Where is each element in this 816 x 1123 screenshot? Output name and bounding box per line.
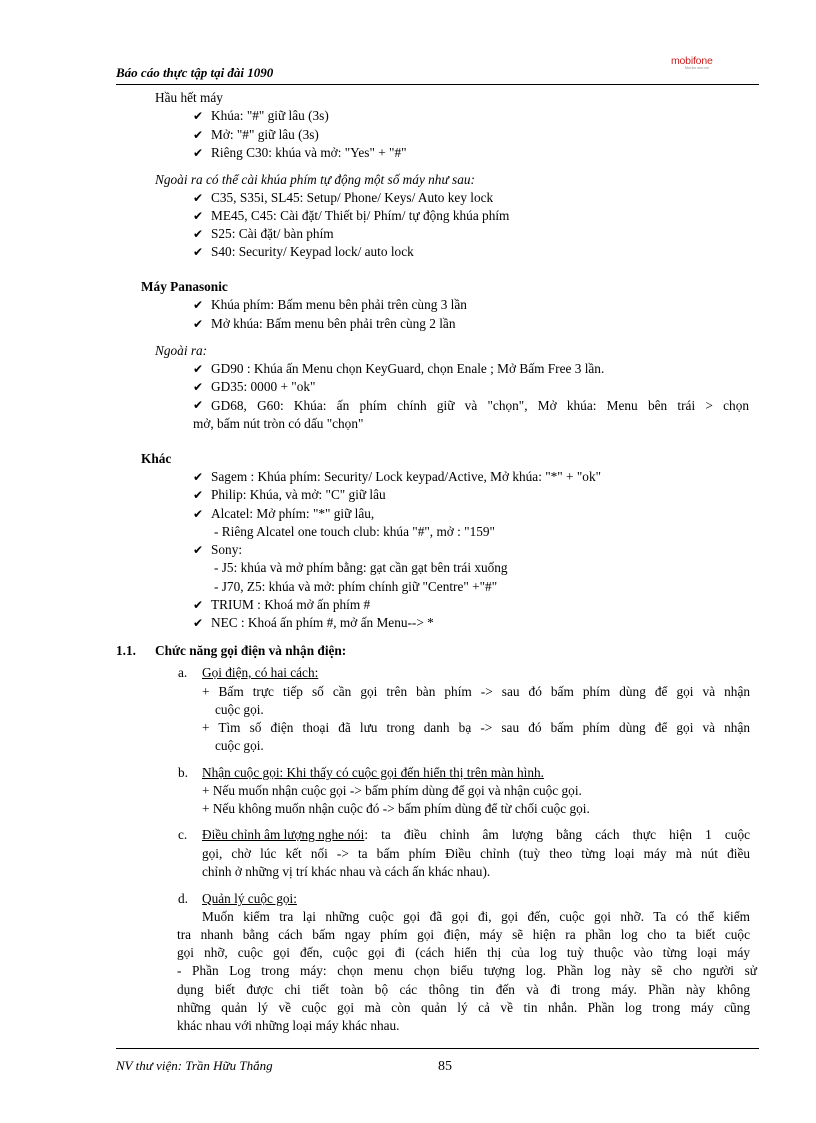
item-heading-line [202,765,544,781]
checklist-text: Alcatel: Mở phím: "*" giữ lâu, [211,506,375,521]
checklist-item [193,487,386,503]
checkmark-icon: ✔ [193,109,204,123]
item-heading: Gọi điện, có hai cách: [202,665,319,680]
item-heading: Nhận cuộc gọi: Khi thấy có cuộc gọi đến hiển thị trên màn hình. [202,765,544,780]
paragraph-line: cuộc gọi. [215,738,264,753]
text-line: Hầu hết máy [155,90,223,105]
checklist-item [193,398,749,414]
header-title: Báo cáo thực tập tại đài 1090 [116,65,274,80]
checklist-text: Sagem : Khúa phím: Security/ Lock keypad/Active, Mở khúa: "*" + "ok" [211,469,602,484]
text-line: - J70, Z5: khúa và mở: phím chính giữ "Centre" +"#" [214,579,498,594]
text-line: Ngoài ra có thể cài khúa phím tự động một số máy như sau: [155,172,475,187]
checklist-text: GD35: 0000 + "ok" [211,379,316,394]
checklist-text: Khúa phím: Bấm menu bên phải trên cùng 3 lần [211,297,467,312]
checkmark-icon: ✔ [193,362,204,376]
checklist-text: Sony: [211,542,243,557]
checklist-item [193,297,467,313]
text-line: Máy Panasonic [141,279,228,294]
checklist-item [193,226,334,242]
checklist-item [193,361,604,377]
checklist-item [193,190,493,206]
checklist-text: S25: Cài đặt/ bàn phím [211,226,334,241]
checkmark-icon: ✔ [193,616,204,630]
checklist-item [193,316,455,332]
checkmark-icon: ✔ [193,317,204,331]
checkmark-icon: ✔ [193,598,204,612]
logo-text: mobifone [671,55,713,67]
checklist-text: Riêng C30: khúa và mở: "Yes" + "#" [211,145,407,160]
mobifone-logo [671,55,713,70]
item-heading: Quản lý cuộc gọi: [202,891,297,906]
paragraph-line: Muốn kiểm tra lại những cuộc gọi đã gọi đi, gọi đến, cuộc gọi nhỡ. Ta có thể kiểm [202,909,750,924]
checklist-item [193,506,374,522]
checklist-text: GD90 : Khúa ấn Menu chọn KeyGuard, chọn Enale ; Mở Bấm Free 3 lần. [211,361,605,376]
paragraph-line: + Bấm trực tiếp số cần gọi trên bàn phím -> sau đó bấm phím dùng để gọi và nhận [202,684,750,699]
checklist-text: S40: Security/ Keypad lock/ auto lock [211,244,414,259]
item-heading-line [202,891,297,907]
checkmark-icon: ✔ [193,470,204,484]
checklist-item [193,615,434,631]
text-line: - J5: khúa và mở phím bằng: gạt cần gạt bên trái xuống [214,560,508,575]
checklist-text: Mở: "#" giữ lâu (3s) [211,127,319,142]
checklist-item [193,208,509,224]
checkmark-icon: ✔ [193,227,204,241]
paragraph-line: cuộc gọi. [215,702,264,717]
paragraph-line: tra nhanh bằng cách bấm ngay phím gọi điện, máy sẽ hiện ra phần log cho ta biết cuộc [177,927,750,942]
paragraph-line: gọi, chờ lúc kết nối -> ta bấm phím Điều chỉnh (tuỳ theo từng loại máy mà nút điều [202,846,750,861]
item-letter: d. [178,891,188,906]
footer-rule [116,1048,759,1049]
checklist-item [193,108,329,124]
paragraph-line: + Nếu không muốn nhận cuộc đó -> bấm phím dùng để từ chối cuộc gọi. [202,801,590,816]
checkmark-icon: ✔ [193,209,204,223]
checkmark-icon: ✔ [193,380,204,394]
checkmark-icon: ✔ [193,398,204,412]
checklist-text: Mở khúa: Bấm menu bên phải trên cùng 2 lần [211,316,456,331]
checklist-text: GD68, G60: Khúa: ấn phím chính giữ và "chọn", Mở khúa: Menu bên trái > chọn [211,398,749,413]
checklist-item [193,597,370,613]
checkmark-icon: ✔ [193,298,204,312]
item-letter: a. [178,665,188,680]
checkmark-icon: ✔ [193,191,204,205]
checkmark-icon: ✔ [193,507,204,521]
checklist-item [193,145,407,161]
checkmark-icon: ✔ [193,543,204,557]
section-title: Chức năng gọi điện và nhận điện: [155,643,347,658]
checklist-item [193,244,414,260]
paragraph-line: + Tìm số điện thoại đã lưu trong danh bạ -> sau đó bấm phím dùng để gọi và nhận [202,720,750,735]
item-heading-rest: : ta điều chỉnh âm lượng bằng cách thực hiện 1 cuộc [364,827,750,842]
checklist-item [193,469,601,485]
text-line: Ngoài ra: [155,343,208,358]
item-letter: c. [178,827,188,842]
text-line: Khác [141,451,172,466]
footer-author: NV thư viện: Trần Hữu Thắng [116,1058,273,1073]
page-number: 85 [438,1059,452,1074]
checkmark-icon: ✔ [193,146,204,160]
paragraph-line: + Nếu muốn nhận cuộc gọi -> bấm phím dùng để gọi và nhận cuộc gọi. [202,783,582,798]
checkmark-icon: ✔ [193,245,204,259]
header-rule [116,84,759,85]
checklist-text: C35, S35i, SL45: Setup/ Phone/ Keys/ Auto key lock [211,190,494,205]
text-line: mở, bấm nút tròn có dấu "chọn" [193,416,364,431]
checklist-text: Philip: Khúa, và mở: "C" giữ lâu [211,487,386,502]
logo-tagline: Mọi lúc mọi nơi [685,66,709,70]
checklist-item [193,127,319,143]
text-line: - Riêng Alcatel one touch club: khúa "#", mở : "159" [214,524,495,539]
checklist-item [193,379,315,395]
paragraph-line: chỉnh ở những vị trí khác nhau và cách ấn khác nhau). [202,864,491,879]
paragraph-line: - Phần Log trong máy: chọn menu chọn biểu tượng log. Phần log này sẽ cho người sử [177,963,757,978]
checkmark-icon: ✔ [193,128,204,142]
checklist-item [193,542,242,558]
item-heading: Điều chỉnh âm lượng nghe nói [202,827,365,842]
paragraph-line: dụng biết được chi tiết toàn bộ các thông tin đến và đi trong máy. Phần này không [177,982,750,997]
checklist-text: Khúa: "#" giữ lâu (3s) [211,108,329,123]
item-heading-line [202,827,750,843]
section-number: 1.1. [116,643,136,658]
paragraph-line: những quản lý về cuộc gọi mà còn quản lý cả về tin nhắn. Phần log trong máy cũng [177,1000,750,1015]
checklist-text: NEC : Khoá ấn phím #, mở ấn Menu--> * [211,615,434,630]
paragraph-line: gọi nhỡ, cuộc gọi đến, cuộc gọi đi (cách hiển thị của log tuỳ thuộc vào từng loại máy [177,945,750,960]
item-letter: b. [178,765,188,780]
checkmark-icon: ✔ [193,488,204,502]
checklist-text: ME45, C45: Cài đặt/ Thiết bị/ Phím/ tự động khúa phím [211,208,510,223]
paragraph-line: khác nhau với những loại máy khác nhau. [177,1018,400,1033]
checklist-text: TRIUM : Khoá mở ấn phím # [211,597,371,612]
item-heading-line [202,665,318,681]
